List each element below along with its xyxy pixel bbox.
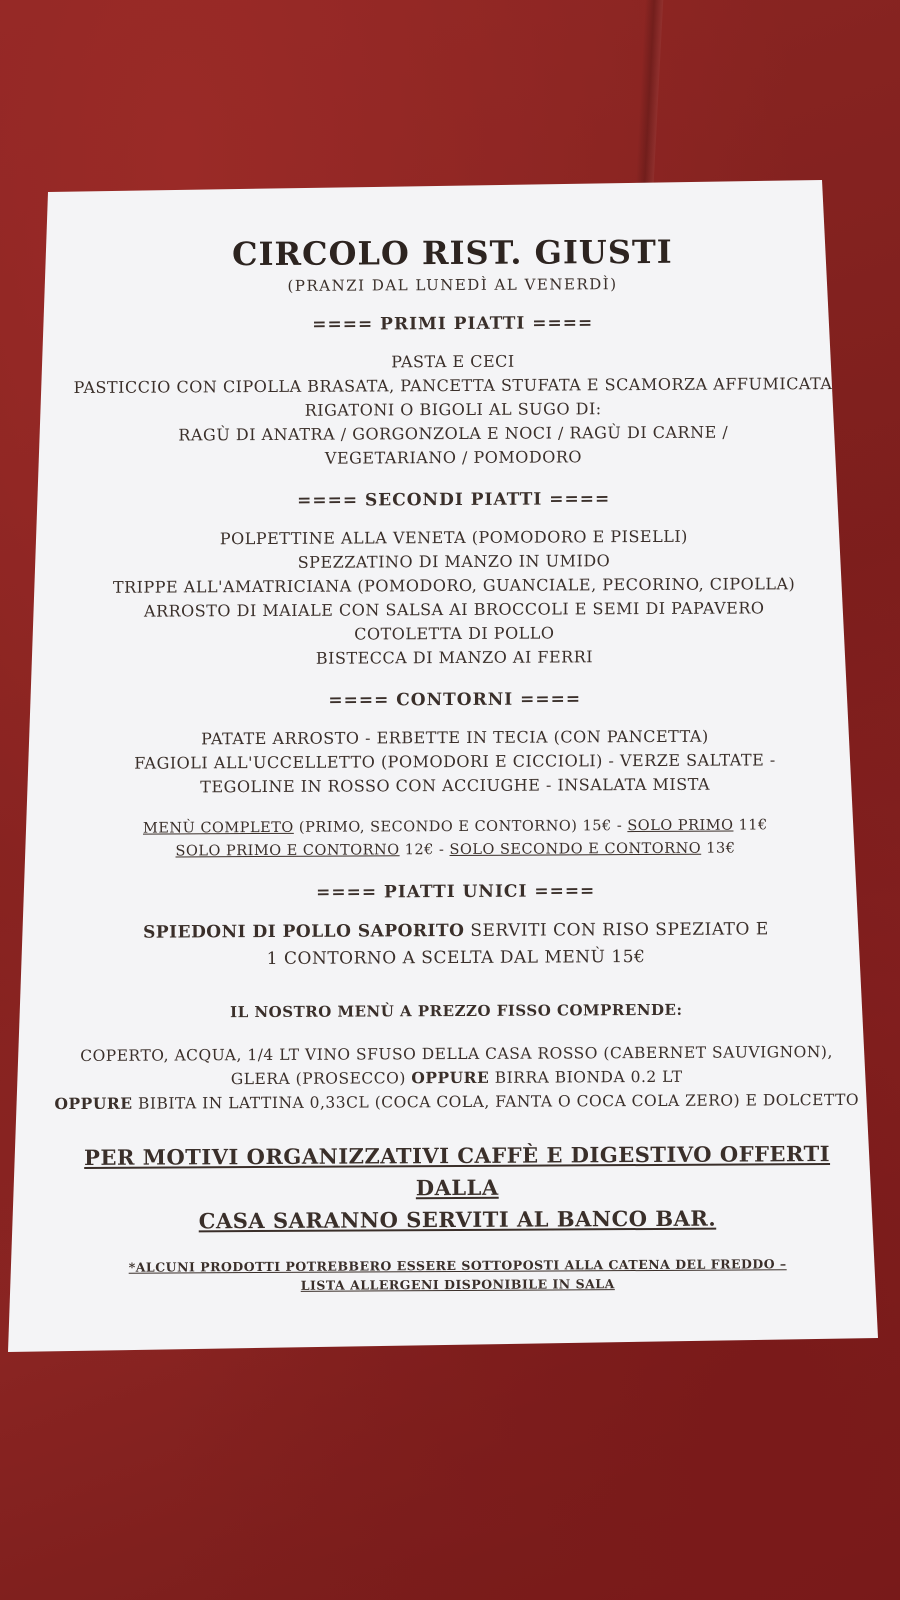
fixed-price-line: COPERTO, ACQUA, 1/4 LT VINO SFUSO DELLA CASA ROSSO (CABERNET SAUVIGNON), [80,1043,833,1065]
price-label: SOLO PRIMO [627,817,734,835]
primi-heading: ==== PRIMI PIATTI ==== [312,313,594,335]
menu-line: VEGETARIANO / POMODORO [324,447,583,468]
page-title: CIRCOLO RIST. GIUSTI [231,232,673,274]
price-line [40,814,870,841]
price-desc: (PRIMO, SECONDO E CONTORNO) 15€ - [293,818,628,836]
footnote-line: LISTA ALLERGENI DISPONIBILE IN SALA [300,1276,615,1293]
menu-line: COTOLETTA DI POLLO [354,623,555,644]
menu-line: PASTA E CECI [391,351,515,372]
text-segment: BIRRA BIONDA 0.2 LT [489,1067,683,1087]
footnote [43,1254,873,1296]
price-value: 11€ [733,817,768,834]
secondi-heading: ==== SECONDI PIATTI ==== [297,489,611,511]
menu-line: FAGIOLI ALL'UCCELLETTO (POMODORI E CICCIOLI) - VERZE SALTATE - [134,750,776,773]
dish-name: SPIEDONI DI POLLO SAPORITO [143,920,465,943]
text-segment: OPPURE [54,1093,133,1114]
price-list [40,814,870,864]
unici-line: 1 CONTORNO A SCELTA DAL MENÙ 15€ [266,947,646,969]
price-line [40,837,870,864]
notice-line: CASA SARANNO SERVITI AL BANCO BAR. [198,1205,717,1234]
price-label: SOLO SECONDO E CONTORNO [449,840,702,859]
menu-line: TRIPPE ALL'AMATRICIANA (POMODORO, GUANCIALE, PECORINO, CIPOLLA) [112,574,796,597]
fixed-price-heading: IL NOSTRO MENÙ A PREZZO FISSO COMPRENDE: [230,1000,683,1022]
notice [42,1138,872,1238]
unici-heading: ==== PIATTI UNICI ==== [316,881,596,903]
fixed-price-line [42,1088,872,1116]
notice-line: PER MOTIVI ORGANIZZATIVI CAFFÈ E DIGESTIVO OFFERTI DALLA [84,1141,831,1201]
menu-line: TEGOLINE IN ROSSO CON ACCIUGHE - INSALATA MISTA [200,774,711,797]
price-label: SOLO PRIMO E CONTORNO [175,842,400,860]
menu-line: PATATE ARROSTO - ERBETTE IN TECIA (CON PANCETTA) [201,726,709,749]
menu-line: PASTICCIO CON CIPOLLA BRASATA, PANCETTA STUFATA E SCAMORZA AFFUMICATA [73,374,833,397]
price-label: MENÙ COMPLETO [142,819,294,837]
contorni-heading: ==== CONTORNI ==== [328,689,582,711]
menu-line: RIGATONI O BIGOLI AL SUGO DI: [304,399,602,420]
price-value: 12€ - [399,842,450,859]
text-segment: GLERA (PROSECCO) [230,1069,412,1089]
menu-line: RAGÙ DI ANATRA / GORGONZOLA E NOCI / RAGÙ DI CARNE / [178,422,729,445]
menu-line: ARROSTO DI MAIALE CON SALSA AI BROCCOLI E SEMI DI PAPAVERO [143,598,765,621]
menu-line: BISTECCA DI MANZO AI FERRI [315,647,594,668]
menu-line: POLPETTINE ALLA VENETA (POMODORO E PISELLI) [219,526,688,549]
menu-content [37,218,873,1296]
menu-line: SPEZZATINO DI MANZO IN UMIDO [297,551,611,572]
page-subtitle: (PRANZI DAL LUNEDÌ AL VENERDÌ) [287,275,618,295]
dish-desc: SERVITI CON RISO SPEZIATO E [464,919,769,941]
text-segment: OPPURE [411,1067,490,1088]
unici-line [41,916,871,947]
price-value: 13€ [701,840,736,857]
footnote-line: *ALCUNI PRODOTTI POTREBBERO ESSERE SOTTOPOSTI ALLA CATENA DEL FREDDO – [128,1256,787,1275]
text-segment: BIBITA IN LATTINA 0,33CL (COCA COLA, FANTA O COCA COLA ZERO) E DOLCETTO [132,1090,860,1113]
